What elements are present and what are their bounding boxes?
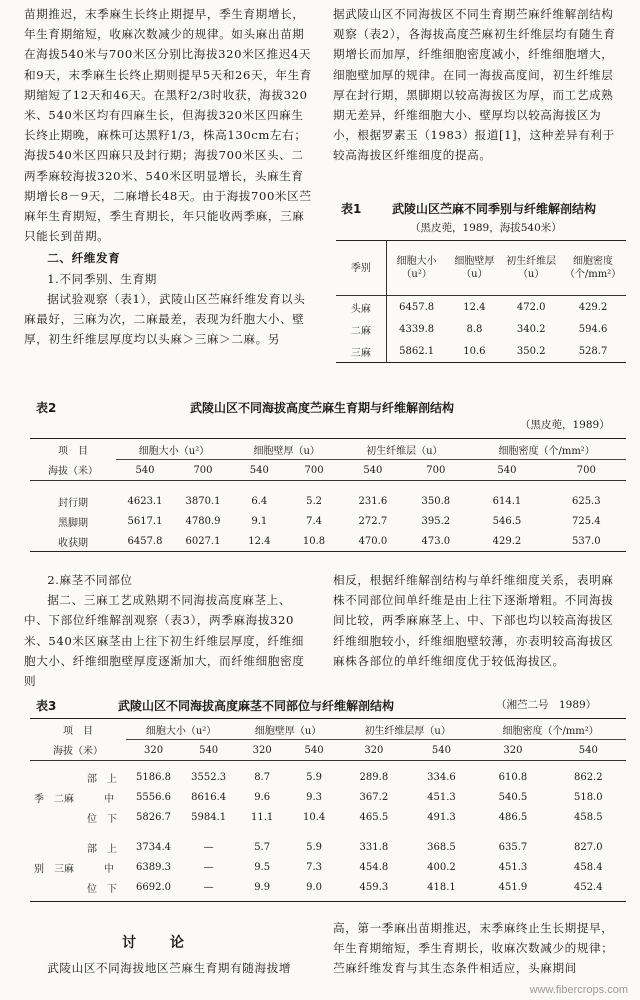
table3-part-label: 中 xyxy=(104,863,114,875)
right-column-top xyxy=(333,4,625,166)
table-cell: 614.1 xyxy=(492,495,522,507)
table2-altitude: 700 xyxy=(287,460,342,481)
table-cell: — xyxy=(203,881,214,893)
table3-item-header: 项 目 xyxy=(63,725,93,737)
table2-item-header: 项 目 xyxy=(58,445,88,457)
table-cell: 7.4 xyxy=(306,515,322,527)
table-cell: 6692.0 xyxy=(136,881,172,893)
table-cell: 4623.1 xyxy=(127,495,163,507)
table1 xyxy=(336,240,626,363)
table-cell: 12.4 xyxy=(248,535,271,547)
table2-group-header: 细胞大小（u²） xyxy=(116,439,232,460)
table-cell: 5186.8 xyxy=(136,771,172,783)
table3-part-label: 上 xyxy=(107,773,117,785)
table-cell: 289.8 xyxy=(359,771,389,783)
table-cell: 6457.8 xyxy=(127,535,163,547)
table-row xyxy=(336,318,626,340)
table-cell: 395.2 xyxy=(421,515,451,527)
table2-altitude: 540 xyxy=(467,460,546,481)
table1-header-cell: 细胞大小（u²） xyxy=(386,241,446,296)
table-cell: 封行期 xyxy=(58,497,88,509)
table3-altitude: 540 xyxy=(288,740,340,761)
table-cell: 465.5 xyxy=(359,811,389,823)
table2-source: （黑皮蔸，1989） xyxy=(520,419,610,431)
table-cell: 350.2 xyxy=(516,345,546,357)
table-cell: 452.4 xyxy=(573,881,603,893)
table-row xyxy=(336,296,626,319)
table-cell: 二麻 xyxy=(336,318,386,340)
table3-part-label: 中 xyxy=(104,793,114,805)
right-paragraph-2: 相反，根据纤维解剖结构与单纤维细度关系，表明麻株不同部位间单纤维是由上往下逐渐增粗。不同海拔间比较，两季麻麻茎上、中、下部也均以较高海拔区纤维细胞较小，纤维细胞壁较薄，亦表明较高海拔区麻株各部位的单纤维细度优于较低海拔区。 xyxy=(333,573,614,668)
table2-altitude: 540 xyxy=(116,460,174,481)
table-row xyxy=(30,857,626,877)
table2 xyxy=(30,438,626,552)
table-cell: 368.5 xyxy=(427,841,456,853)
table3-season-col-char: 季 xyxy=(34,793,44,805)
section-2-heading: 二、纤维发育 xyxy=(47,251,121,266)
discussion-heading: 讨 论 xyxy=(122,935,194,951)
table3-altitude: 320 xyxy=(475,740,550,761)
discussion-right xyxy=(333,918,625,979)
table-cell: 4339.8 xyxy=(399,323,435,335)
table2-group-header: 初生纤维层（u） xyxy=(341,439,467,460)
table3-part-label: 下 xyxy=(107,813,117,825)
watermark: www.fibercrops.com xyxy=(529,984,628,996)
table3-title: 武陵山区不同海拔高度麻茎不同部位与纤维解剖结构 xyxy=(118,699,395,713)
table-cell: 6.4 xyxy=(251,495,268,507)
table-cell: 5.2 xyxy=(306,495,322,507)
table3 xyxy=(30,718,626,902)
table1-header-cell: 细胞壁厚（u） xyxy=(447,241,503,296)
table-cell: 827.0 xyxy=(573,841,603,853)
table-cell: 540.5 xyxy=(498,791,528,803)
table-cell: 451.3 xyxy=(498,861,528,873)
table3-season-cell xyxy=(30,767,78,827)
table2-altitude-header: 海拔（米） xyxy=(30,460,116,481)
table3-season-col-char: 别 xyxy=(34,863,44,875)
table-cell: 9.5 xyxy=(254,861,271,873)
table-cell: 8.7 xyxy=(254,771,271,783)
table3-source: （湘苎二号 1989） xyxy=(496,699,597,711)
table-row xyxy=(336,340,626,363)
table-cell: 5.7 xyxy=(254,841,271,853)
right-column-middle xyxy=(333,570,625,671)
table-cell: 6389.3 xyxy=(136,861,172,873)
table-cell: 451.3 xyxy=(427,791,456,803)
table-cell: 459.3 xyxy=(359,881,389,893)
table-row xyxy=(30,877,626,897)
table3-part-label: 上 xyxy=(107,843,117,855)
table-cell: 5556.6 xyxy=(136,791,172,803)
table3-altitude-header: 海拔（米） xyxy=(30,740,126,761)
table-cell: 10.6 xyxy=(463,345,486,357)
table3-group-header: 细胞密度（个/mm²） xyxy=(475,719,626,740)
table-cell: 5.9 xyxy=(306,841,323,853)
table2-altitude: 540 xyxy=(341,460,404,481)
table-cell: 350.8 xyxy=(421,495,451,507)
table2-altitude: 700 xyxy=(404,460,467,481)
table-cell: 黑脚期 xyxy=(58,517,88,529)
table3-season-label: 二麻 xyxy=(54,793,74,805)
table-cell: 3734.4 xyxy=(136,841,172,853)
section-2-paragraph-2: 据二、三麻工艺成熟期不同海拔高度麻茎上、中、下部位纤维解剖观察（表3），两季麻海拔320米、540米区麻茎由上往下初生纤维层厚度，纤维细胞大小、纤维细胞壁厚度逐渐加大，而纤维细胞密度则 xyxy=(24,593,305,689)
table3-altitude: 320 xyxy=(236,740,288,761)
table-row xyxy=(30,481,626,492)
table-cell: — xyxy=(203,841,214,853)
table-cell: 418.1 xyxy=(427,881,456,893)
table-cell: 458.5 xyxy=(573,811,603,823)
table-cell: 10.4 xyxy=(302,811,326,823)
table-cell: 458.4 xyxy=(573,861,603,873)
table-cell: 272.7 xyxy=(358,515,388,527)
table-cell: 594.6 xyxy=(578,323,608,335)
table-cell: 472.0 xyxy=(516,301,546,313)
table2-altitude: 700 xyxy=(547,460,626,481)
discussion-left xyxy=(24,958,320,978)
table-cell: 9.6 xyxy=(254,791,271,803)
table-cell: 8616.4 xyxy=(191,791,227,803)
table-cell: 6457.8 xyxy=(399,301,435,313)
table2-title: 武陵山区不同海拔高度苎麻生育期与纤维解剖结构 xyxy=(190,401,455,415)
table-cell: 9.3 xyxy=(306,791,323,803)
table3-group-header: 细胞大小（u²） xyxy=(126,719,236,740)
table-row xyxy=(30,491,626,511)
table-cell: 9.9 xyxy=(254,881,271,893)
table-cell: 11.1 xyxy=(251,811,274,823)
table-cell: 7.3 xyxy=(306,861,323,873)
table1-source: （黑皮蔸，1989，海拔540米） xyxy=(410,222,562,234)
table-cell: 3870.1 xyxy=(185,495,221,507)
table2-altitude: 540 xyxy=(232,460,287,481)
table-cell: 429.2 xyxy=(578,301,608,313)
table3-altitude: 540 xyxy=(408,740,476,761)
table3-part-col-char: 位 xyxy=(87,883,97,895)
section-2-subheading-1: 1.不同季别、生育期 xyxy=(47,271,157,286)
table-cell: 9.0 xyxy=(306,881,323,893)
table-cell: 340.2 xyxy=(516,323,546,335)
right-paragraph-1: 据武陵山区不同海拔区不同生育期苎麻纤维解剖结构观察（表2），各海拔高度苎麻初生纤维层均有随生育期增长而加厚，纤维细胞密度减小，纤维细胞增大，细胞壁加厚的规律。在同一海拔高度间，初生纤维层厚在封行期，黑脚期以较高海拔区为厚，而工艺成熟期无差异，纤维细胞大小、壁厚均以较高海拔区为小，根据罗素玉（1983）报道[1]，这种差异有利于较高海拔区纤维细度的提高。 xyxy=(333,7,616,163)
table-cell: 473.0 xyxy=(421,535,451,547)
table3-part-col-char: 部 xyxy=(87,843,97,855)
table-cell: 5862.1 xyxy=(399,345,435,357)
table-cell: — xyxy=(203,861,214,873)
table-cell: 635.7 xyxy=(498,841,528,853)
table1-title: 武陵山区苎麻不同季别与纤维解剖结构 xyxy=(392,202,597,216)
table1-header-cell: 季别 xyxy=(336,241,386,296)
table3-altitude: 320 xyxy=(126,740,181,761)
table-cell: 4780.9 xyxy=(185,515,221,527)
table-cell: 486.5 xyxy=(498,811,528,823)
table-cell: 429.2 xyxy=(492,535,522,547)
table-row xyxy=(30,511,626,531)
table3-part-cell xyxy=(78,877,126,897)
section-2-paragraph-1: 据试验观察（表1），武陵山区苎麻纤维发育以头麻最好，三麻为次，二麻最差，表现为纤胞大小、壁厚，初生纤维层厚度均以头麻＞三麻＞二麻。另 xyxy=(24,291,306,347)
left-column-middle xyxy=(24,570,314,691)
table-cell: 5617.1 xyxy=(127,515,163,527)
discussion-paragraph-left: 武陵山区不同海拔地区苎麻生育期有随海拔增 xyxy=(47,961,292,975)
table1-header-cell: 细胞密度（个/mm²） xyxy=(560,241,626,296)
table-cell: 三麻 xyxy=(336,340,386,363)
table-cell: 收获期 xyxy=(58,537,88,549)
table-cell: 5.9 xyxy=(306,771,323,783)
table-row xyxy=(30,767,626,787)
table1-number: 表1 xyxy=(341,202,362,216)
table-cell: 491.3 xyxy=(427,811,456,823)
table2-altitude: 700 xyxy=(174,460,232,481)
table-cell: 头麻 xyxy=(336,296,386,319)
table2-number: 表2 xyxy=(36,401,57,415)
table-cell: 231.6 xyxy=(358,495,388,507)
table-cell: 518.0 xyxy=(573,791,603,803)
table3-part-cell xyxy=(78,837,126,857)
table1-header-cell: 初生纤维层（u） xyxy=(502,241,560,296)
table-cell: 331.8 xyxy=(359,841,389,853)
table-cell: 451.9 xyxy=(498,881,528,893)
table-cell: 9.1 xyxy=(251,515,268,527)
table-cell: 725.4 xyxy=(571,515,601,527)
table3-group-header: 初生纤维层厚（u） xyxy=(340,719,475,740)
table-cell: 537.0 xyxy=(571,535,601,547)
table-cell: 862.2 xyxy=(573,771,603,783)
table3-part-col-char: 部 xyxy=(87,773,97,785)
table-cell: 367.2 xyxy=(359,791,389,803)
table-cell: 5826.7 xyxy=(136,811,172,823)
table-row xyxy=(30,837,626,857)
table-cell: 6027.1 xyxy=(185,535,221,547)
table-cell: 470.0 xyxy=(358,535,388,547)
discussion-paragraph-right: 高，第一季麻出苗期推迟，末季麻终止生长期提早，年生育期缩短，季生育期长，收麻次数减少的规律；苎麻纤维发育与其生态条件相适应，头麻期间 xyxy=(333,921,614,976)
left-paragraph-1: 苗期推迟，末季麻生长终止期提早，季生育期增长，年生育期缩短，收麻次数减少的规律。如头麻出苗期在海拔540米与700米区分别比海拔320米区推迟4天和9天，末季麻生长终止期则提早5天和26天，年生育期缩短了12天和46天。在黑籽2/3时收获，海拔320米、540米区均有四麻生长，但海拔320米区四麻生长终止期晚，麻株可达黑籽1/3，株高130cm左右；海拔540米区四麻只及封行期；海拔700米区头、二两季麻较海拔320米、540米区明显增长，头麻生育期增长8－9天，二麻增长48天。由于海拔700米区苎麻年生育期短，季生育期长，年只能收两季麻，三麻只能长到苗期。 xyxy=(24,7,312,244)
section-2-subheading-2: 2.麻茎不同部位 xyxy=(47,573,133,587)
table-cell: 334.6 xyxy=(427,771,456,783)
table2-group-header: 细胞壁厚（u） xyxy=(232,439,341,460)
table-cell: 454.8 xyxy=(359,861,389,873)
table-row xyxy=(30,787,626,807)
table-cell: 12.4 xyxy=(463,301,486,313)
table3-season-cell xyxy=(30,837,78,897)
table-cell: 610.8 xyxy=(498,771,528,783)
table-cell: 625.3 xyxy=(571,495,601,507)
table3-part-label: 下 xyxy=(107,883,117,895)
table3-altitude: 540 xyxy=(181,740,236,761)
table3-part-cell xyxy=(78,767,126,787)
table-cell: 528.7 xyxy=(578,345,608,357)
table2-group-header: 细胞密度（个/mm²） xyxy=(467,439,626,460)
table3-season-label: 三麻 xyxy=(54,863,74,875)
table3-altitude: 540 xyxy=(551,740,626,761)
table-cell: 546.5 xyxy=(492,515,522,527)
table-cell: 3552.3 xyxy=(191,771,227,783)
table-row xyxy=(30,531,626,552)
table-cell: 5984.1 xyxy=(191,811,227,823)
table3-part-col-char: 位 xyxy=(87,813,97,825)
table3-altitude: 320 xyxy=(340,740,408,761)
left-column-top xyxy=(24,4,314,349)
table3-group-header: 细胞壁厚（u） xyxy=(236,719,340,740)
table-cell: 8.8 xyxy=(466,323,483,335)
table3-part-cell xyxy=(78,807,126,827)
table-cell: 400.2 xyxy=(427,861,456,873)
table-cell: 10.8 xyxy=(302,535,326,547)
table3-number: 表3 xyxy=(36,699,57,713)
table-row xyxy=(30,807,626,827)
